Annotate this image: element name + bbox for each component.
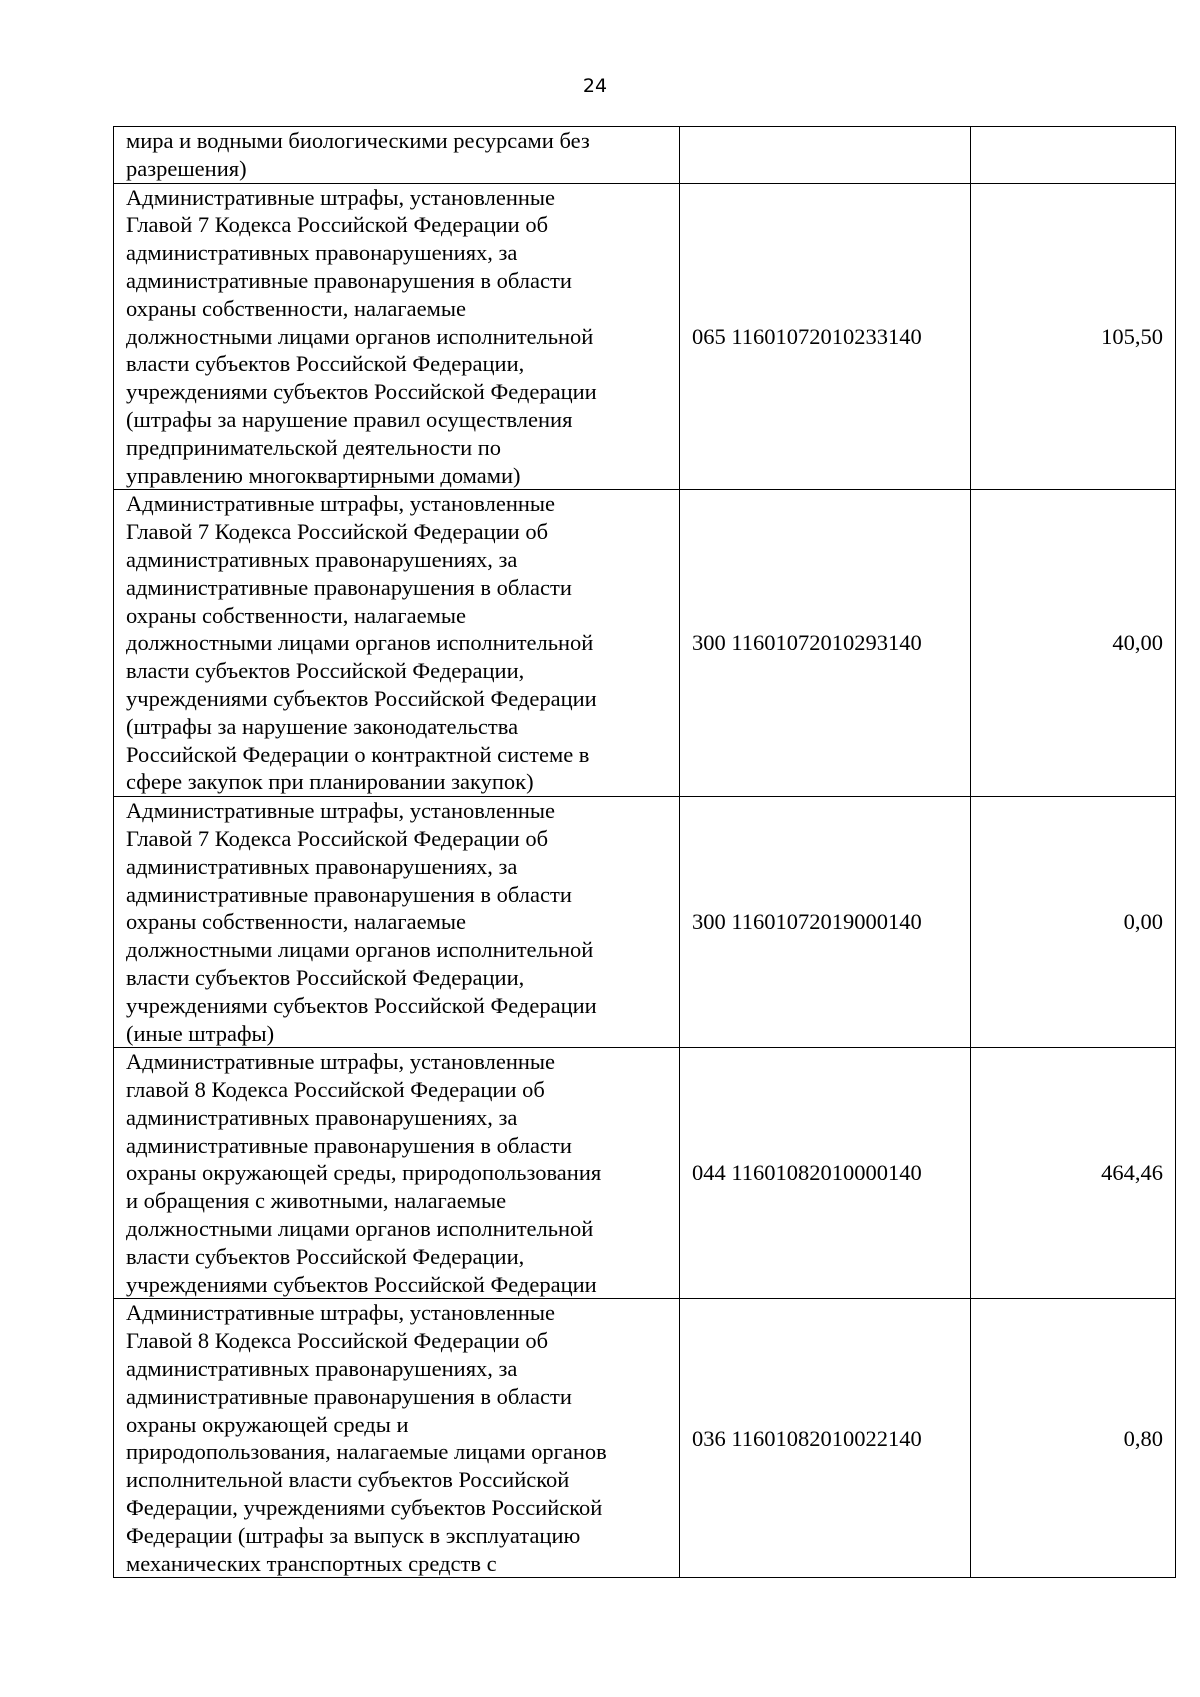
row-amount-cell (971, 797, 1176, 1048)
row-code: 036 11601082010022140 (692, 1425, 922, 1451)
revenue-table (113, 126, 1176, 1578)
row-description-cell (114, 490, 680, 797)
row-description: Административные штрафы, установленные главой 8 Кодекса Российской Федерации об административных правонарушениях, за административные правонарушения в области охраны окружающей среды, природопользования и обращения с животными, налагаемые должностными лицами органов исполнительной власти субъектов Российской Федерации, учреждениями субъектов Российской Федерации (126, 1049, 602, 1297)
row-code-cell (680, 127, 971, 184)
row-description: мира и водными биологическими ресурсами без разрешения) (126, 128, 590, 181)
row-description-cell (114, 797, 680, 1048)
row-description: Административные штрафы, установленные Главой 7 Кодекса Российской Федерации об административных правонарушениях, за административные правонарушения в области охраны собственности, налагаемые должностными лицами органов исполнительной власти субъектов Российской Федерации, учреждениями субъектов Российской Федерации (иные штрафы) (126, 798, 597, 1046)
row-amount: 0,80 (1123, 1425, 1163, 1451)
row-amount-cell (971, 490, 1176, 797)
row-code: 300 11601072019000140 (692, 909, 922, 935)
row-code: 065 11601072010233140 (692, 323, 922, 349)
row-code-cell (680, 1299, 971, 1578)
row-amount: 40,00 (1112, 630, 1163, 656)
row-code: 300 11601072010293140 (692, 630, 922, 656)
row-amount: 0,00 (1123, 909, 1163, 935)
row-amount-cell (971, 1299, 1176, 1578)
row-description: Административные штрафы, установленные Главой 7 Кодекса Российской Федерации об административных правонарушениях, за административные правонарушения в области охраны собственности, налагаемые должностными лицами органов исполнительной власти субъектов Российской Федерации, учреждениями субъектов Российской Федерации (штрафы за нарушение законодательства Российской Федерации о контрактной системе в сфере закупок при планировании закупок) (126, 491, 597, 795)
table-row (114, 1048, 1176, 1299)
row-amount-cell (971, 127, 1176, 184)
row-code: 044 11601082010000140 (692, 1160, 922, 1186)
table-row (114, 797, 1176, 1048)
row-amount-cell (971, 1048, 1176, 1299)
row-description: Административные штрафы, установленные Главой 7 Кодекса Российской Федерации об административных правонарушениях, за административные правонарушения в области охраны собственности, налагаемые должностными лицами органов исполнительной власти субъектов Российской Федерации, учреждениями субъектов Российской Федерации (штрафы за нарушение правил осуществления предпринимательской деятельности по управлению многоквартирными домами) (126, 184, 597, 488)
page-number: 24 (582, 75, 608, 97)
table-row (114, 1299, 1176, 1578)
table-row (114, 127, 1176, 184)
row-description-cell (114, 127, 680, 184)
row-code-cell (680, 490, 971, 797)
row-amount: 105,50 (1101, 323, 1163, 349)
row-code-cell (680, 797, 971, 1048)
row-description-cell (114, 1048, 680, 1299)
row-code-cell (680, 183, 971, 490)
row-description-cell (114, 1299, 680, 1578)
table-row (114, 183, 1176, 490)
row-amount-cell (971, 183, 1176, 490)
row-description-cell (114, 183, 680, 490)
row-code-cell (680, 1048, 971, 1299)
row-description: Административные штрафы, установленные Главой 8 Кодекса Российской Федерации об административных правонарушениях, за административные правонарушения в области охраны окружающей среды и природопользования, налагаемые лицами органов исполнительной власти субъектов Российской Федерации, учреждениями субъектов Российской Федерации (штрафы за выпуск в эксплуатацию механических транспортных средств с (126, 1300, 607, 1576)
row-amount: 464,46 (1101, 1160, 1163, 1186)
table-row (114, 490, 1176, 797)
